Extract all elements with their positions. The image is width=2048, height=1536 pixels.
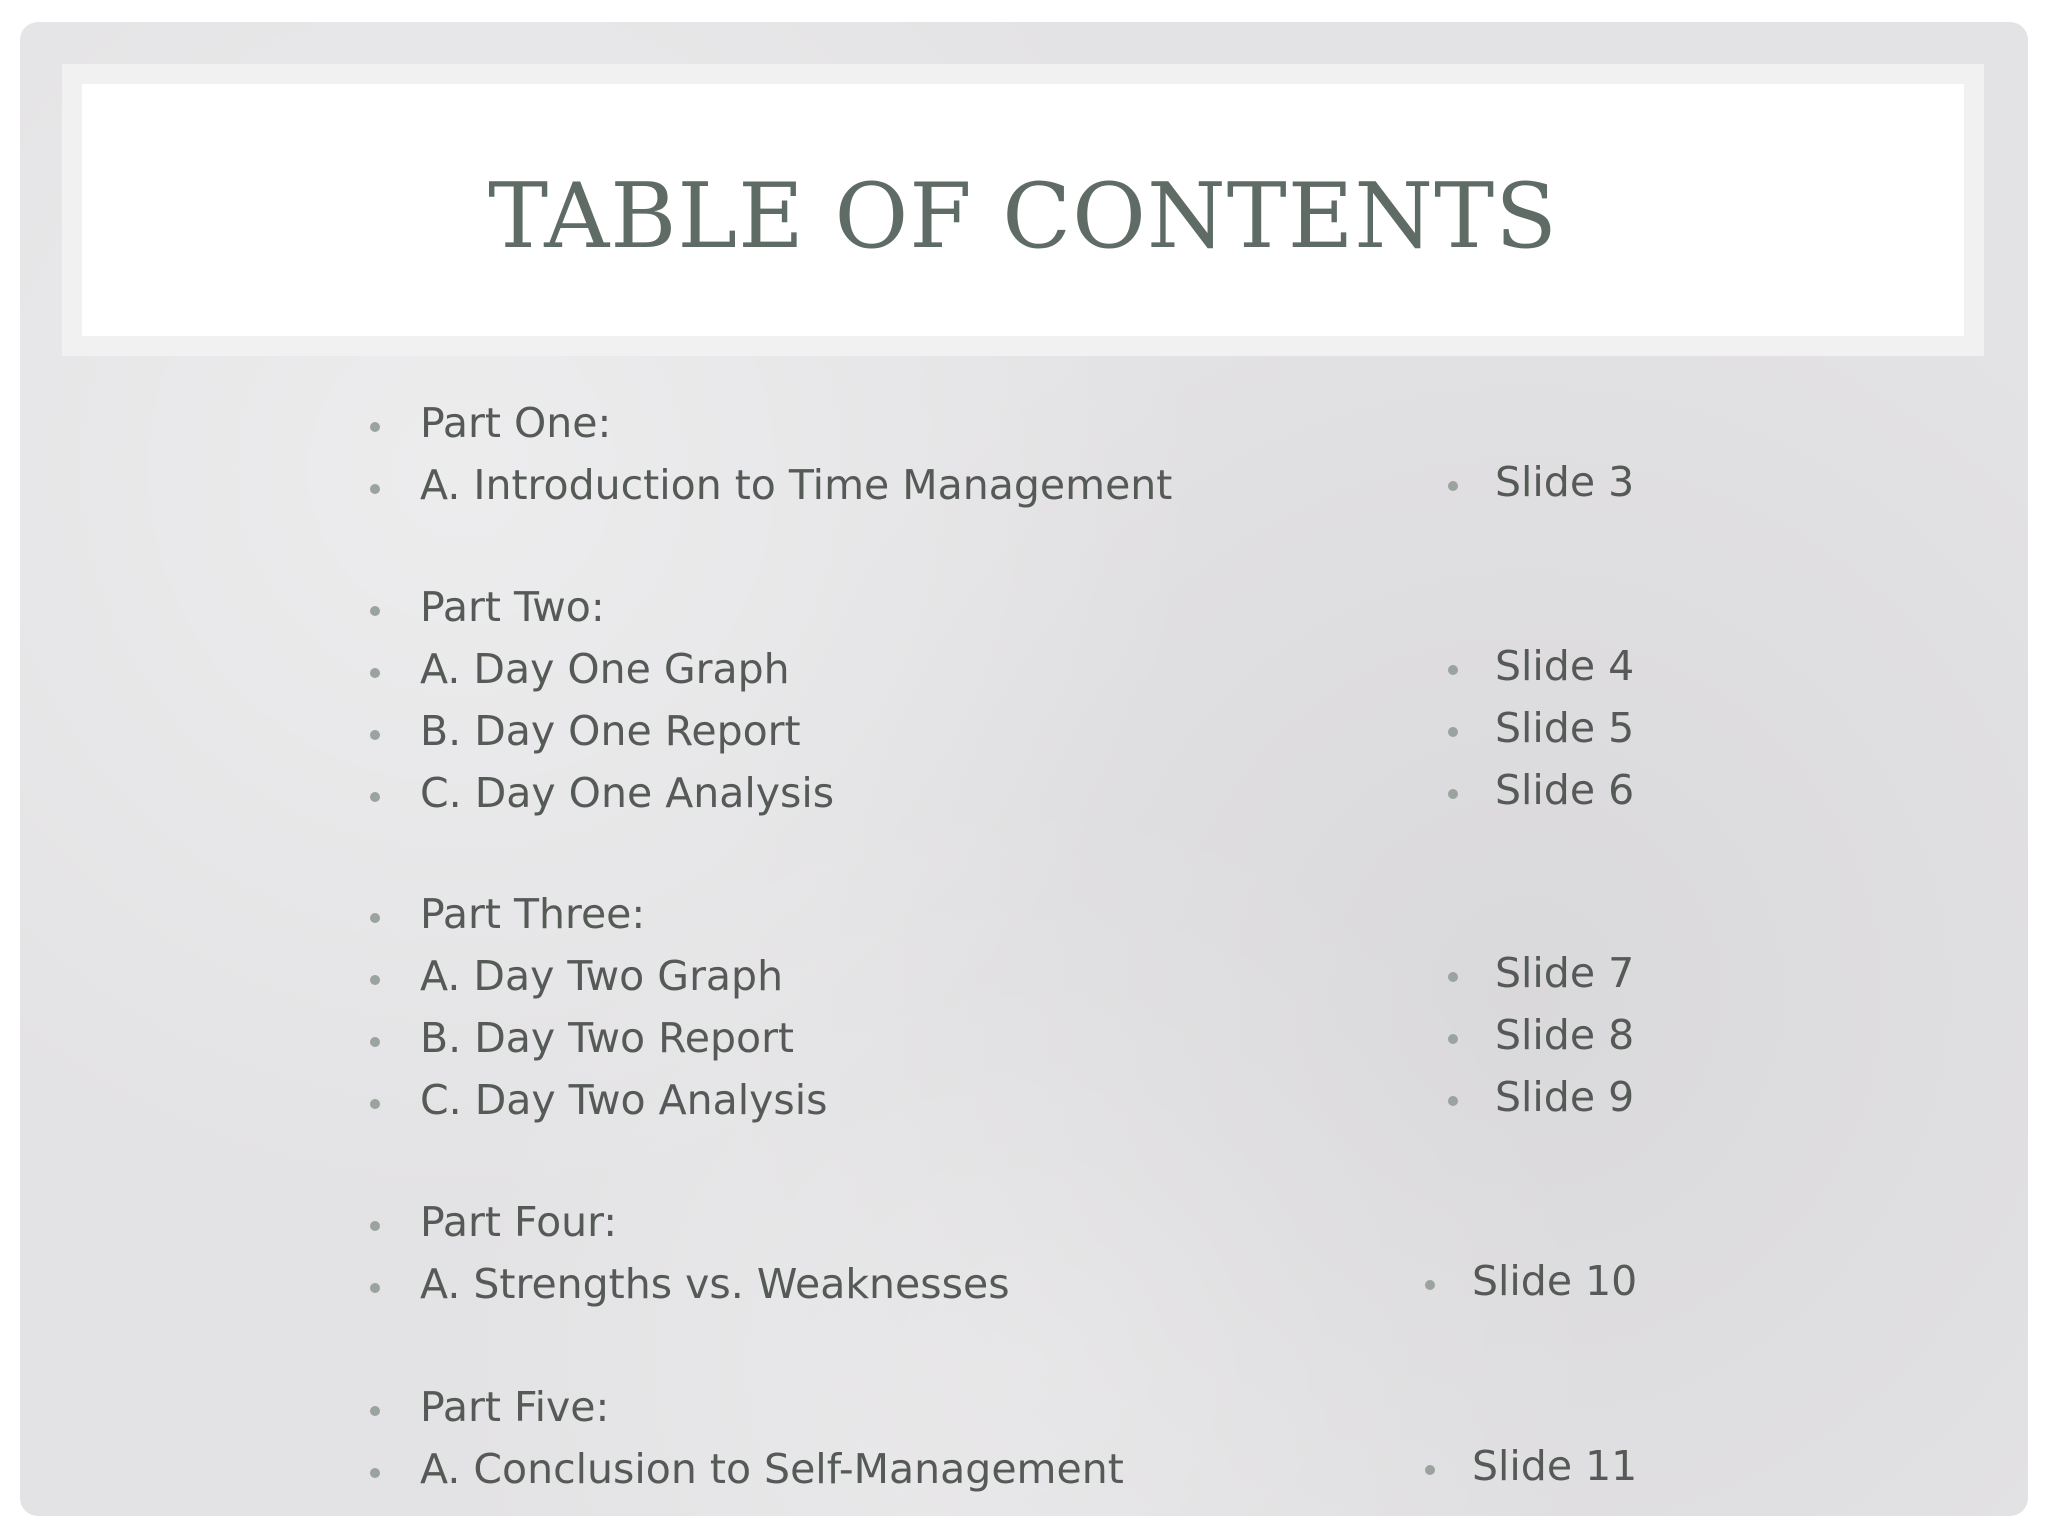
toc-item-day-two-report: B. Day Two Report xyxy=(420,1014,795,1062)
toc-item-day-two-analysis: C. Day Two Analysis xyxy=(420,1076,828,1124)
bullet-icon xyxy=(370,975,380,985)
bullet-icon xyxy=(370,606,380,616)
slide-ref-9: Slide 9 xyxy=(1495,1073,1635,1121)
toc-item-day-one-graph: A. Day One Graph xyxy=(420,645,790,693)
slide-ref-10: Slide 10 xyxy=(1472,1257,1638,1305)
slide-ref-3: Slide 3 xyxy=(1495,458,1635,506)
toc-item-day-two-graph: A. Day Two Graph xyxy=(420,952,784,1000)
bullet-icon xyxy=(370,1099,380,1109)
bullet-icon xyxy=(1448,1034,1458,1044)
bullet-icon xyxy=(1448,789,1458,799)
slide-ref-5: Slide 5 xyxy=(1495,704,1635,752)
bullet-icon xyxy=(370,730,380,740)
slide-title: TABLE OF CONTENTS xyxy=(488,164,1558,269)
bullet-icon xyxy=(370,1406,380,1416)
toc-item-intro: A. Introduction to Time Management xyxy=(420,461,1173,509)
bullet-icon xyxy=(370,484,380,494)
toc-part-one: Part One: xyxy=(420,399,612,447)
toc-item-day-one-report: B. Day One Report xyxy=(420,707,801,755)
title-box xyxy=(82,84,1964,336)
bullet-icon xyxy=(370,668,380,678)
bullet-icon xyxy=(1448,972,1458,982)
slide-ref-7: Slide 7 xyxy=(1495,949,1635,997)
slide-ref-4: Slide 4 xyxy=(1495,642,1635,690)
bullet-icon xyxy=(1425,1280,1435,1290)
bullet-icon xyxy=(1448,481,1458,491)
bullet-icon xyxy=(370,792,380,802)
bullet-icon xyxy=(370,1283,380,1293)
toc-item-strengths: A. Strengths vs. Weaknesses xyxy=(420,1260,1010,1308)
toc-item-conclusion: A. Conclusion to Self-Management xyxy=(420,1445,1124,1493)
slide xyxy=(20,22,2028,1516)
toc-part-three: Part Three: xyxy=(420,890,646,938)
bullet-icon xyxy=(1448,727,1458,737)
slide-ref-8: Slide 8 xyxy=(1495,1011,1635,1059)
slide-ref-11: Slide 11 xyxy=(1472,1442,1638,1490)
toc-part-five: Part Five: xyxy=(420,1383,610,1431)
bullet-icon xyxy=(370,913,380,923)
bullet-icon xyxy=(1448,1096,1458,1106)
toc-part-four: Part Four: xyxy=(420,1198,618,1246)
bullet-icon xyxy=(370,1037,380,1047)
bullet-icon xyxy=(1425,1465,1435,1475)
bullet-icon xyxy=(370,1221,380,1231)
bullet-icon xyxy=(1448,665,1458,675)
bullet-icon xyxy=(370,422,380,432)
toc-part-two: Part Two: xyxy=(420,583,605,631)
toc-item-day-one-analysis: C. Day One Analysis xyxy=(420,769,835,817)
bullet-icon xyxy=(370,1468,380,1478)
slide-ref-6: Slide 6 xyxy=(1495,766,1635,814)
